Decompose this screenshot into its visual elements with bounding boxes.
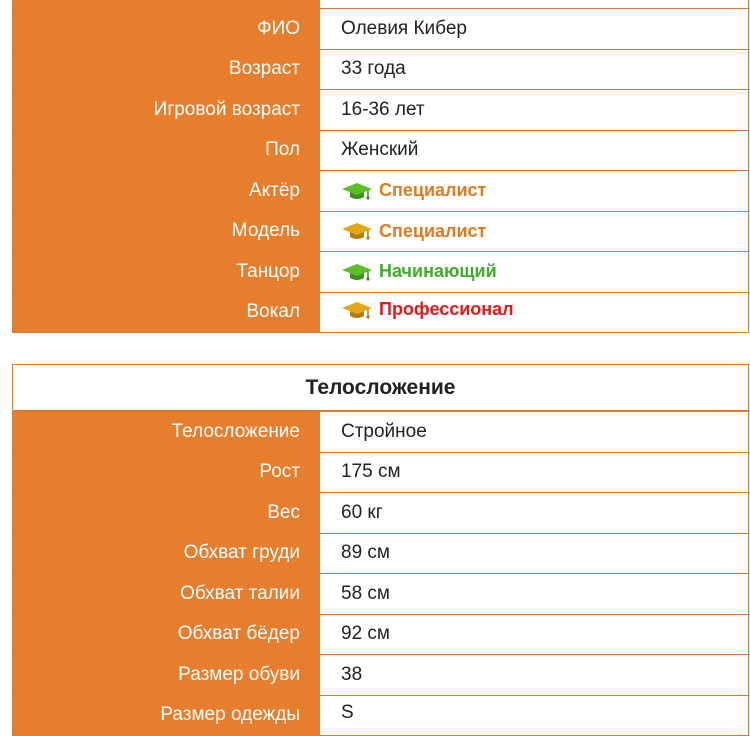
row-weight <box>13 492 748 533</box>
row-value: 89 см <box>320 534 748 574</box>
skill-value <box>320 212 748 252</box>
row-value: 33 года <box>320 50 748 90</box>
row-chest <box>13 533 748 574</box>
table-top-stub <box>13 0 748 8</box>
row-label: Обхват бёдер <box>13 615 320 655</box>
row-value: 175 см <box>320 453 748 493</box>
row-label: Пол <box>13 131 320 171</box>
row-build <box>13 411 748 452</box>
row-label: Размер обуви <box>13 655 320 695</box>
skill-value <box>320 293 748 333</box>
row-value: S <box>320 696 748 736</box>
section-title: Телосложение <box>13 365 748 411</box>
row-waist <box>13 573 748 614</box>
row-value: Стройное <box>320 412 748 452</box>
row-height <box>13 452 748 493</box>
row-label: Танцор <box>13 252 320 292</box>
skill-level: Специалист <box>379 180 487 201</box>
row-vocal <box>13 292 748 333</box>
row-gender <box>13 130 748 171</box>
row-age <box>13 49 748 90</box>
row-label: Возраст <box>13 50 320 90</box>
row-fio <box>13 8 748 49</box>
row-dancer <box>13 251 748 292</box>
row-value: 92 см <box>320 615 748 655</box>
profile-table <box>12 0 749 333</box>
row-model <box>13 211 748 252</box>
graduation-cap-icon <box>341 261 373 283</box>
row-value: 16-36 лет <box>320 90 748 130</box>
skill-value <box>320 252 748 292</box>
row-label: Вокал <box>13 293 320 333</box>
row-shoe-size <box>13 654 748 695</box>
row-hips <box>13 614 748 655</box>
skill-value <box>320 171 748 211</box>
row-clothing-size <box>13 695 748 736</box>
row-value: 38 <box>320 655 748 695</box>
row-actor <box>13 170 748 211</box>
row-label: Игровой возраст <box>13 90 320 130</box>
row-value: 58 см <box>320 574 748 614</box>
row-label: Вес <box>13 493 320 533</box>
graduation-cap-icon <box>341 180 373 202</box>
graduation-cap-icon <box>341 299 373 321</box>
stub-value-cell <box>320 0 748 8</box>
skill-level: Специалист <box>379 220 487 241</box>
row-label: Телосложение <box>13 412 320 452</box>
row-label: Обхват груди <box>13 534 320 574</box>
row-value: 60 кг <box>320 493 748 533</box>
graduation-cap-icon <box>341 220 373 242</box>
skill-level: Профессионал <box>379 298 514 319</box>
row-label: Обхват талии <box>13 574 320 614</box>
row-label: Размер одежды <box>13 696 320 736</box>
row-value: Женский <box>320 131 748 171</box>
row-value: Олевия Кибер <box>320 9 748 49</box>
row-playing-age <box>13 89 748 130</box>
row-label: Рост <box>13 453 320 493</box>
skill-level: Начинающий <box>379 261 497 282</box>
row-label: Актёр <box>13 171 320 211</box>
row-label: ФИО <box>13 9 320 49</box>
stub-label-cell <box>13 0 320 8</box>
row-label: Модель <box>13 212 320 252</box>
body-table <box>12 364 749 736</box>
